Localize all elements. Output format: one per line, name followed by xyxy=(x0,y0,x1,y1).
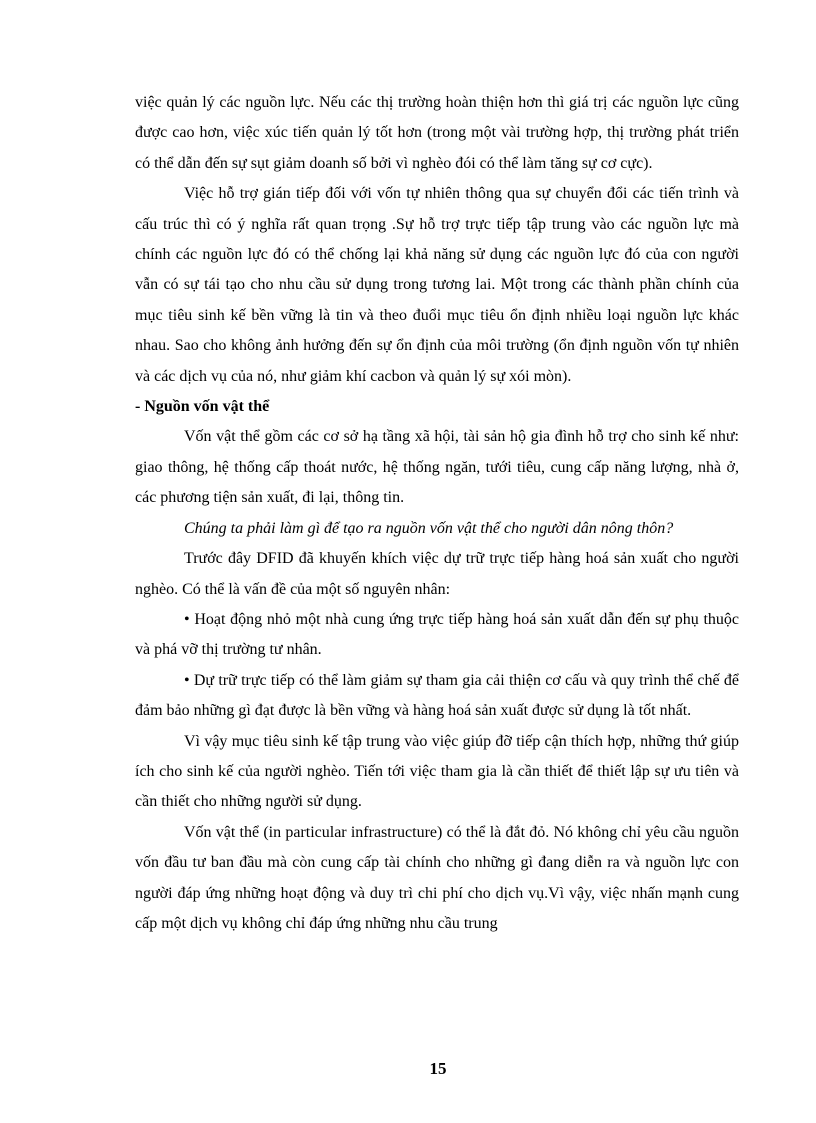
paragraph-livelihood-focus: Vì vậy mục tiêu sinh kế tập trung vào việc giúp đỡ tiếp cận thích hợp, những thứ giúp ích cho sinh kế của người nghèo. Tiến tới việc tham gia là cần thiết để thiết lập sự ưu tiên và cần thiết cho những người sử dụng. xyxy=(135,732,739,811)
paragraph-question: Chúng ta phải làm gì để tạo ra nguồn vốn vật thể cho người dân nông thôn? xyxy=(184,519,674,537)
paragraph-indirect-support: Việc hỗ trợ gián tiếp đối với vốn tự nhiên thông qua sự chuyển đổi các tiến trình và cấu trúc thì có ý nghĩa rất quan trọng .Sự hỗ trợ trực tiếp tập trung vào các nguồn lực mà chính các nguồn lực đó có thể chống lại khả năng sử dụng các nguồn lực đó của con người vẫn có sự tái tạo cho nhu cầu sử dụng trong tương lai. Một trong các thành phần chính của mục tiêu sinh kế bền vững là tin và theo đuổi mục tiêu ổn định nhiều loại nguồn lực khác nhau. Sao cho không ảnh hưởng đến sự ổn định của môi trường (ổn định nguồn vốn tự nhiên và các dịch vụ của nó, như giảm khí cacbon và quản lý sự xói mòn). xyxy=(135,185,739,385)
section-heading-physical-capital: - Nguồn vốn vật thể xyxy=(135,398,270,416)
page-number: 15 xyxy=(429,1059,447,1078)
paragraph-continuation: việc quản lý các nguồn lực. Nếu các thị trường hoàn thiện hơn thì giá trị các nguồn lực cũng được cao hơn, việc xúc tiến quản lý tốt hơn (trong một vài trường hợp, thị trường phát triển có thể dẫn đến sự sụt giảm doanh số bởi vì nghèo đói có thể làm tăng sự cơ cực). xyxy=(135,94,739,172)
paragraph-infrastructure-cost: Vốn vật thể (in particular infrastructure) có thể là đắt đỏ. Nó không chỉ yêu cầu nguồn vốn đầu tư ban đầu mà còn cung cấp tài chính cho những gì đang diễn ra và nguồn lực con người đáp ứng những hoạt động và duy trì chi phí cho dịch vụ.Vì vậy, việc nhấn mạnh cung cấp một dịch vụ không chỉ đáp ứng những nhu cầu trung xyxy=(135,823,739,932)
paragraph-dfid: Trước đây DFID đã khuyến khích việc dự trữ trực tiếp hàng hoá sản xuất cho người nghèo. Có thể là vấn đề của một số nguyên nhân: xyxy=(135,550,739,598)
paragraph-physical-capital-definition: Vốn vật thể gồm các cơ sở hạ tầng xã hội, tài sản hộ gia đình hỗ trợ cho sinh kế như: giao thông, hệ thống cấp thoát nước, hệ thống ngăn, tưới tiêu, cung cấp năng lượng, nhà ở, các phương tiện sản xuất, đi lại, thông tin. xyxy=(135,428,739,507)
document-body xyxy=(135,88,739,939)
bullet-item-1: • Hoạt động nhỏ một nhà cung ứng trực tiếp hàng hoá sản xuất dẫn đến sự phụ thuộc và phá vỡ thị trường tư nhân. xyxy=(135,610,739,659)
bullet-item-2: • Dự trữ trực tiếp có thể làm giảm sự tham gia cải thiện cơ cấu và quy trình thể chế để đảm bảo những gì đạt được là bền vững và hàng hoá sản xuất được sử dụng là tốt nhất. xyxy=(135,671,739,720)
